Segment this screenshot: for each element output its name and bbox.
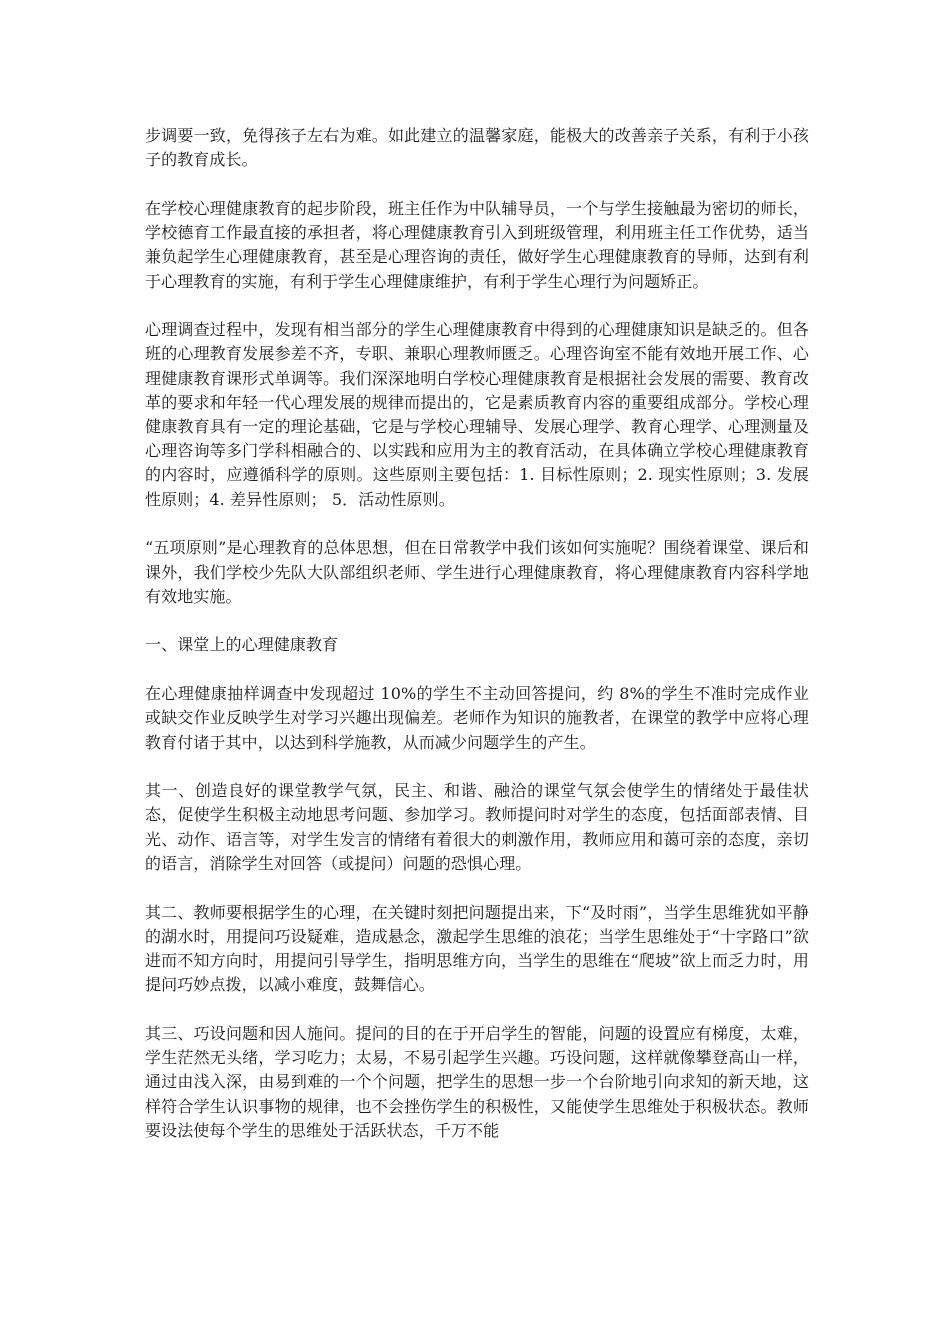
paragraph-class-teacher-role: 在学校心理健康教育的起步阶段，班主任作为中队辅导员，一个与学生接触最为密切的师长，学校德育工作最直接的承担者，将心理健康教育引入到班级管理，利用班主任工作优势，适当兼负起学生心理健康教育，甚至是心理咨询的责任，做好学生心理健康教育的导师，达到有利于心理教育的实施，有利于学生心理健康维护，有利于学生心理行为问题矫正。 — [145, 198, 809, 291]
paragraph-survey-principles: 心理调查过程中，发现有相当部分的学生心理健康教育中得到的心理健康知识是缺乏的。但各班的心理教育发展参差不齐，专职、兼职心理教师匮乏。心理咨询室不能有效地开展工作、心理健康教育课形式单调等。我们深深地明白学校心理健康教育是根据社会发展的需要、教育改革的要求和年轻一代心理发展的规律而提出的，它是素质教育内容的重要组成部分。学校心理健康教育具有一定的理论基础，它是与学校心理辅导、发展心理学、教育心理学、心理测量及心理咨询等多门学科相融合的、以实践和应用为主的教育活动，在具体确立学校心理健康教育的内容时，应遵循科学的原则。这些原则主要包括：1. 目标性原则；2. 现实性原则；3. 发展性原则；4. 差异性原则； 5．活动性原则。 — [145, 320, 809, 509]
paragraph-point-three: 其三、巧设问题和因人施问。提问的目的在于开启学生的智能，问题的设置应有梯度，太难，学生茫然无头绪，学习吃力；太易，不易引起学生兴趣。巧设问题，这样就像攀登高山一样，通过由浅入深，由易到难的一个个问题，把学生的思想一步一个台阶地引向求知的新天地，这样符合学生认识事物的规律，也不会挫伤学生的积极性，又能使学生思维处于积极状态。教师要设法使每个学生的思维处于活跃状态，千万不能 — [145, 1023, 809, 1140]
paragraph-five-principles: “五项原则”是心理教育的总体思想，但在日常教学中我们该如何实施呢？围绕着课堂、课后和课外，我们学校少先队大队部组织老师、学生进行心理健康教育，将心理健康教育内容科学地有效地实施。 — [145, 538, 809, 606]
paragraph-family-harmony: 步调要一致，免得孩子左右为难。如此建立的温馨家庭，能极大的改善亲子关系，有利于小孩子的教育成长。 — [145, 126, 809, 170]
section-heading-classroom: 一、课堂上的心理健康教育 — [145, 635, 339, 655]
paragraph-point-one: 其一、创造良好的课堂教学气氛，民主、和谐、融洽的课堂气氛会使学生的情绪处于最佳状态，促使学生积极主动地思考问题、参加学习。教师提问时对学生的态度，包括面部表情、目光、动作、语言等，对学生发言的情绪有着很大的刺激作用，教师应用和蔼可亲的态度，亲切的语言，消除学生对回答（或提问）问题的恐惧心理。 — [145, 781, 809, 873]
paragraph-point-two: 其二、教师要根据学生的心理，在关键时刻把问题提出来，下“及时雨”，当学生思维犹如平静的湖水时，用提问巧设疑难，造成悬念，激起学生思维的浪花；当学生思维处于“十字路口”欲进而不知方向时，用提问引导学生，指明思维方向，当学生的思维在“爬坡”欲上而乏力时，用提问巧妙点拨，以减小难度，鼓舞信心。 — [145, 902, 809, 995]
document-body — [145, 124, 809, 1167]
paragraph-survey-findings: 在心理健康抽样调查中发现超过 10%的学生不主动回答提问，约 8%的学生不准时完成作业或缺交作业反映学生对学习兴趣出现偏差。老师作为知识的施教者，在课堂的教学中应将心理教育付诸于其中，以达到科学施教，从而减少问题学生的产生。 — [145, 684, 809, 752]
